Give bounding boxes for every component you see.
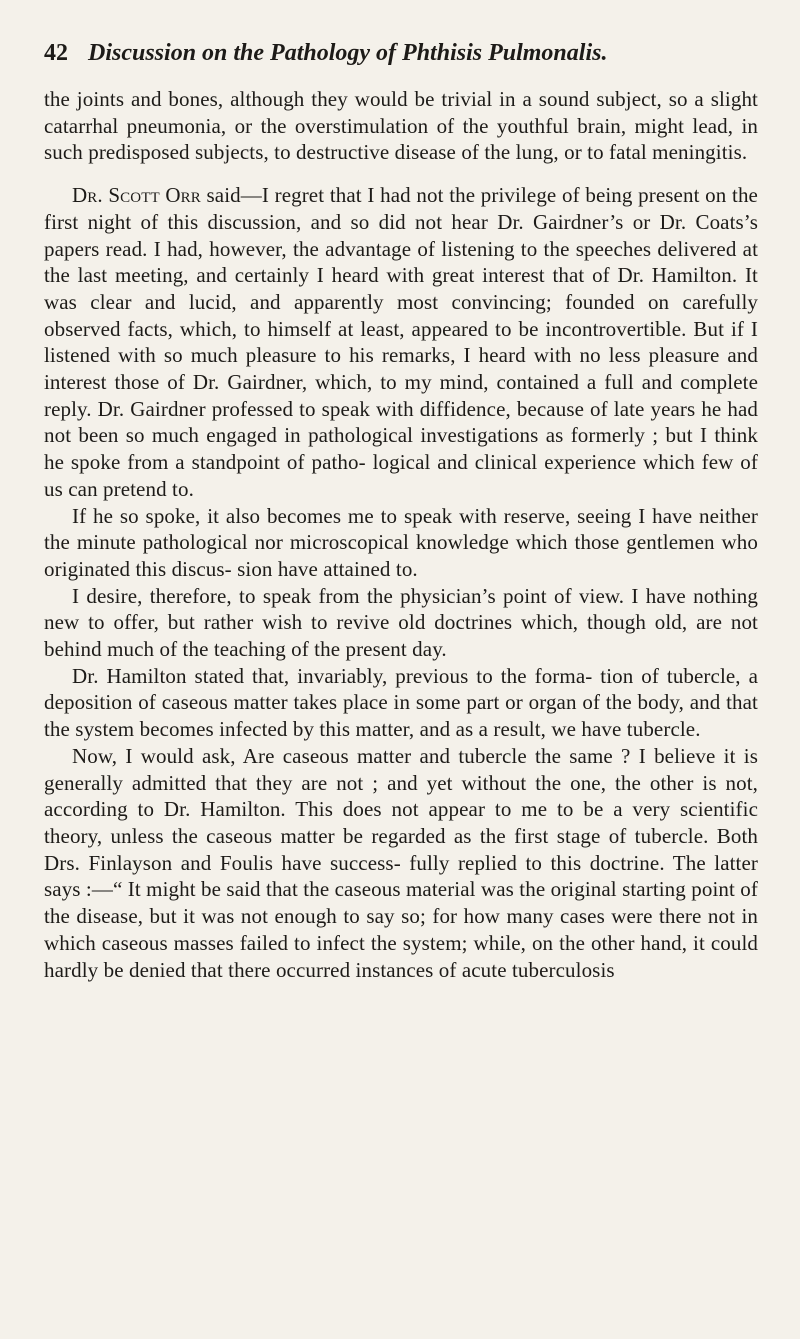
speech-text: said—I regret that I had not the privilege of being present on the first night of this discussion, and so did not hear Dr. Gairdner’s or Dr. Coats’s papers read. I had, however, the advantage of listening to the speeches delivered at the last meeting, and certainly I heard with great interest that of Dr. Hamilton. It was clear and lucid, and apparently most convincing; founded on carefully observed facts, which, to himself at least, appeared to be incontrovertible. But if I listened with so much pleasure to his remarks, I heard with no less pleasure and interest those of Dr. Gairdner, which, to my mind, contained a full and complete reply. Dr. Gairdner professed to speak with diffidence, because of late years he had not been so much engaged in pathological investigations as formerly ; but I think he spoke from a standpoint of patho- logical and clinical experience which few of us can pretend to. [44,183,758,501]
speaker-name: Dr. Scott Orr [72,183,201,208]
paragraph-reserve: If he so spoke, it also becomes me to speak with reserve, seeing I have neither the minute pathological nor microscopical knowledge which those gentlemen who originated this discus- sion have attained to. [44,503,758,581]
running-title: Discussion on the Pathology of Phthisis Pulmonalis. [88,40,608,66]
paragraph-scott-orr-speech [44,182,758,502]
paragraph-hamilton-statement: Dr. Hamilton stated that, invariably, previous to the forma- tion of tubercle, a deposition of caseous matter takes place in some part or organ of the body, and that the system becomes infected by this matter, and as a result, we have tubercle. [44,663,758,742]
paragraph-physician-view: I desire, therefore, to speak from the physician’s point of view. I have nothing new to offer, but rather wish to revive old doctrines which, though old, are not behind much of the teaching of the present day. [44,583,758,662]
paragraph-caseous-question: Now, I would ask, Are caseous matter and tubercle the same ? I believe it is generally admitted that they are not ; and yet without the one, the other is not, according to Dr. Hamilton. This does not appear to me to be a very scientific theory, unless the caseous matter be regarded as the first stage of tubercle. Both Drs. Finlayson and Foulis have success- fully replied to this doctrine. The latter says :—“ It might be said that the caseous material was the original starting point of the disease, but it was not enough to say so; for how many cases were there not in which caseous masses failed to infect the system; while, on the other hand, it could hardly be denied that there occurred instances of acute tuberculosis [44,743,758,982]
page-number: 42 [44,40,68,66]
paragraph-continuation: the joints and bones, although they would be trivial in a sound subject, so a slight catarrhal pneumonia, or the overstimulation of the youthful brain, might lead, in such predisposed subjects, to destructive disease of the lung, or to fatal meningitis. [44,87,758,165]
running-head [44,38,758,68]
